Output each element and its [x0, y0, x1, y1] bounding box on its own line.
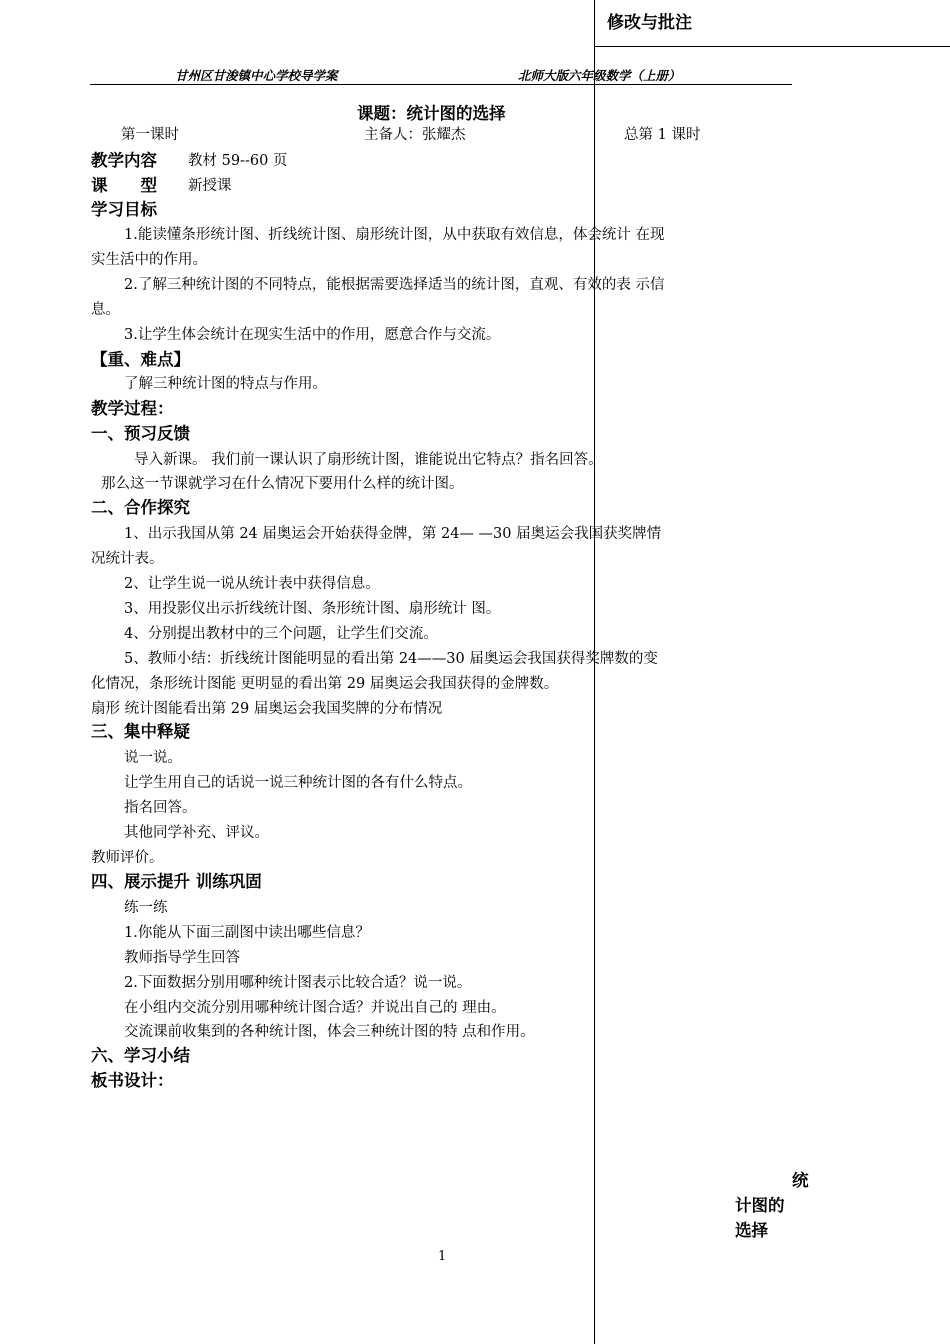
- section4-heading: 四、展示提升 训练巩固: [91, 872, 262, 891]
- page-number: 1: [438, 1249, 447, 1264]
- header-textbook: 北师大版六年级数学（上册）: [518, 68, 681, 83]
- section2-line: 2、让学生说一说从统计表中获得信息。: [124, 576, 380, 592]
- key-points-heading: 【重、难点】: [91, 350, 190, 369]
- lesson-preparer: 主备人：张耀杰: [364, 127, 466, 143]
- section4-line: 2.下面数据分别用哪种统计图表示比较合适？说一说。: [124, 975, 472, 991]
- section3-heading: 三、集中释疑: [91, 722, 190, 741]
- section3-line: 指名回答。: [124, 800, 197, 816]
- side-note-line: 统: [792, 1171, 809, 1190]
- goal-line: 息。: [91, 302, 120, 318]
- section2-line: 扇形 统计图能看出第 29 届奥运会我国奖牌的分布情况: [91, 701, 443, 717]
- content-label: 教学内容: [91, 151, 157, 170]
- section1-line: 导入新课。 我们前一课认识了扇形统计图，谁能说出它特点？指名回答。: [134, 452, 603, 468]
- section1-heading: 一、预习反馈: [91, 424, 190, 443]
- section1-line: 那么这一节课就学习在什么情况下要用什么样的统计图。: [101, 476, 464, 492]
- lesson-period: 第一课时: [121, 127, 179, 143]
- section3-line: 其他同学补充、评议。: [124, 825, 269, 841]
- process-heading: 教学过程：: [91, 399, 174, 418]
- section2-heading: 二、合作探究: [91, 498, 190, 517]
- lesson-title: 课题：统计图的选择: [357, 104, 506, 123]
- side-note-line: 选择: [735, 1221, 768, 1240]
- section2-line: 4、分别提出教材中的三个问题，让学生们交流。: [124, 626, 438, 642]
- header-school: 甘州区甘浚镇中心学校导学案: [175, 68, 338, 83]
- goal-line: 1.能读懂条形统计图、折线统计图、扇形统计图，从中获取有效信息，体会统计 在现: [124, 227, 665, 243]
- key-points-text: 了解三种统计图的特点与作用。: [124, 376, 327, 392]
- section3-line: 教师评价。: [91, 850, 164, 866]
- section3-line: 说一说。: [124, 750, 182, 766]
- type-label: 课 型: [91, 176, 157, 195]
- annotation-title: 修改与批注: [607, 13, 692, 33]
- section2-line: 3、用投影仪出示折线统计图、条形统计图、扇形统计 图。: [124, 601, 501, 617]
- section4-line: 练一练: [124, 900, 168, 916]
- goals-heading: 学习目标: [91, 200, 157, 219]
- section6-heading: 六、学习小结: [91, 1046, 190, 1065]
- goal-line: 3.让学生体会统计在现实生活中的作用，愿意合作与交流。: [124, 327, 501, 343]
- section3-line: 让学生用自己的话说一说三种统计图的各有什么特点。: [124, 775, 472, 791]
- section2-line: 况统计表。: [91, 551, 164, 567]
- type-value: 新授课: [188, 178, 232, 194]
- section2-line: 5、教师小结：折线统计图能明显的看出第 24——30 届奥运会我国获得奖牌数的变: [124, 651, 658, 667]
- section4-line: 交流课前收集到的各种统计图，体会三种统计图的特 点和作用。: [124, 1024, 535, 1040]
- goal-line: 2.了解三种统计图的不同特点，能根据需要选择适当的统计图，直观、有效的表 示信: [124, 277, 665, 293]
- section4-line: 教师指导学生回答: [124, 950, 240, 966]
- lesson-total: 总第 1 课时: [624, 127, 701, 143]
- header-rule: [90, 84, 792, 85]
- section4-line: 1.你能从下面三副图中读出哪些信息？: [124, 925, 370, 941]
- section2-line: 化情况，条形统计图能 更明显的看出第 29 届奥运会我国获得的金牌数。: [91, 676, 559, 692]
- content-value: 教材 59--60 页: [188, 153, 288, 169]
- board-heading: 板书设计：: [91, 1071, 174, 1090]
- section2-line: 1、出示我国从第 24 届奥运会开始获得金牌，第 24— —30 届奥运会我国获奖牌情: [124, 526, 662, 542]
- side-note-line: 计图的: [735, 1196, 785, 1215]
- goal-line: 实生活中的作用。: [91, 252, 207, 268]
- section4-line: 在小组内交流分别用哪种统计图合适？并说出自己的 理由。: [124, 1000, 506, 1016]
